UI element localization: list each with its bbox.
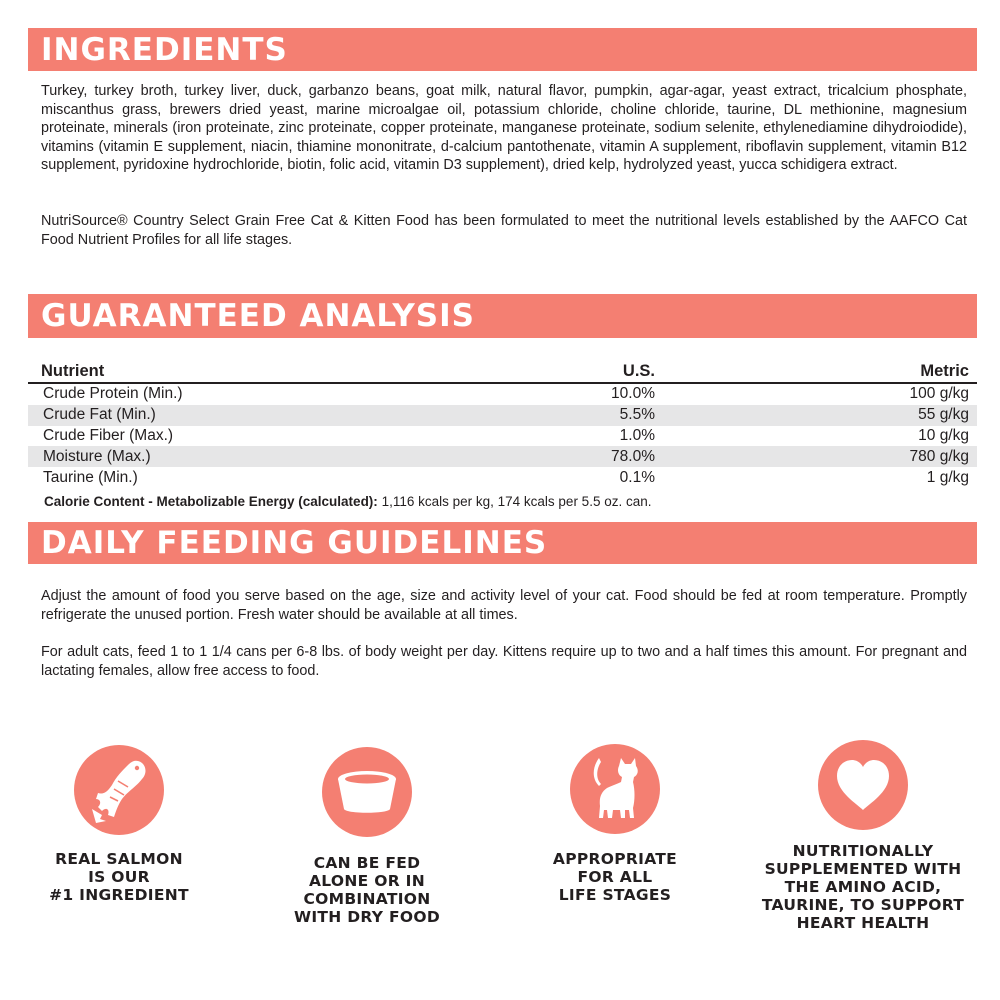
nutrient-us-value: 5.5% [619, 406, 655, 424]
column-header-nutrient: Nutrient [41, 362, 105, 380]
ingredients-heading: INGREDIENTS [28, 28, 977, 71]
guaranteed-analysis-heading: GUARANTEED ANALYSIS [28, 294, 977, 338]
nutrient-metric-value: 55 g/kg [918, 406, 969, 424]
feeding-guidelines-heading: DAILY FEEDING GUIDELINES [28, 522, 977, 564]
feature-label: REAL SALMON IS OUR #1 INGREDIENT [49, 850, 189, 904]
feature-label: CAN BE FED ALONE OR IN COMBINATION WITH DRY FOOD [293, 854, 441, 926]
nutrient-us-value: 10.0% [611, 385, 655, 403]
table-row [28, 384, 977, 405]
bowl-icon [322, 747, 412, 837]
table-row [28, 446, 977, 467]
nutrient-us-value: 78.0% [611, 447, 655, 465]
heart-icon [818, 740, 908, 830]
nutrient-metric-value: 1 g/kg [926, 468, 969, 486]
table-row [28, 405, 977, 426]
nutrient-name: Moisture (Max.) [43, 447, 151, 465]
aafco-statement: NutriSource® Country Select Grain Free Cat & Kitten Food has been formulated to meet the nutritional levels established by the AAFCO Cat Food Nutrient Profiles for all life stages. [41, 213, 967, 248]
guaranteed-analysis-table [28, 362, 977, 488]
table-row [28, 426, 977, 447]
feature-life-stages [495, 744, 735, 904]
feeding-instructions: Adjust the amount of food you serve based on the age, size and activity level of your cat. Food should be fed at room temperature. Promptly refrigerate the unused portion. Fresh water should be available at all times. [41, 588, 967, 623]
nutrient-metric-value: 780 g/kg [909, 447, 969, 465]
feature-real-salmon [0, 745, 239, 904]
nutrient-name: Taurine (Min.) [43, 468, 138, 486]
feature-can-be-fed [247, 747, 487, 926]
column-header-metric: Metric [920, 362, 969, 380]
feature-label: APPROPRIATE FOR ALL LIFE STAGES [552, 850, 678, 904]
feature-heart-health [743, 740, 983, 932]
nutrient-name: Crude Fiber (Max.) [43, 426, 174, 444]
nutrient-metric-value: 100 g/kg [909, 385, 969, 403]
nutrient-name: Crude Protein (Min.) [43, 385, 183, 403]
nutrient-us-value: 1.0% [619, 426, 655, 444]
calorie-content-label: Calorie Content - Metabolizable Energy (calculated): [44, 494, 378, 509]
feeding-amounts: For adult cats, feed 1 to 1 1/4 cans per 6-8 lbs. of body weight per day. Kittens require up to two and a half times this amount. For pregnant and lactating females, allow free access to food. [41, 644, 967, 679]
calorie-content-value: 1,116 kcals per kg, 174 kcals per 5.5 oz. can. [381, 494, 652, 509]
table-row [28, 467, 977, 488]
feature-label: NUTRITIONALLY SUPPLEMENTED WITH THE AMINO ACID, TAURINE, TO SUPPORT HEART HEALTH [761, 842, 965, 932]
salmon-icon [74, 745, 164, 835]
table-header-row [28, 362, 977, 384]
column-header-us: U.S. [622, 362, 655, 380]
nutrient-us-value: 0.1% [619, 468, 655, 486]
nutrient-metric-value: 10 g/kg [918, 426, 969, 444]
ingredients-list: Turkey, turkey broth, turkey liver, duck, garbanzo beans, goat milk, natural flavor, pumpkin, agar-agar, yeast extract, tricalcium phosphate, miscanthus grass, brewers dried yeast, marine microalgae oil, potassium chloride, choline chloride, taurine, DL methionine, magnesium proteinate, minerals (iron proteinate, zinc proteinate, copper proteinate, manganese proteinate, sodium selenite, ethylenediamine dihydroiodide), vitamins (vitamin E supplement, niacin, thiamine mononitrate, d-calcium pantothenate, vitamin A supplement, riboflavin supplement, vitamin B12 supplement, pyridoxine hydrochloride, biotin, folic acid, vitamin D3 supplement), dried kelp, hydrolyzed yeast, yucca schidigera extract. [41, 83, 967, 173]
cat-icon [570, 744, 660, 834]
calorie-content [44, 494, 651, 509]
nutrient-name: Crude Fat (Min.) [43, 406, 156, 424]
